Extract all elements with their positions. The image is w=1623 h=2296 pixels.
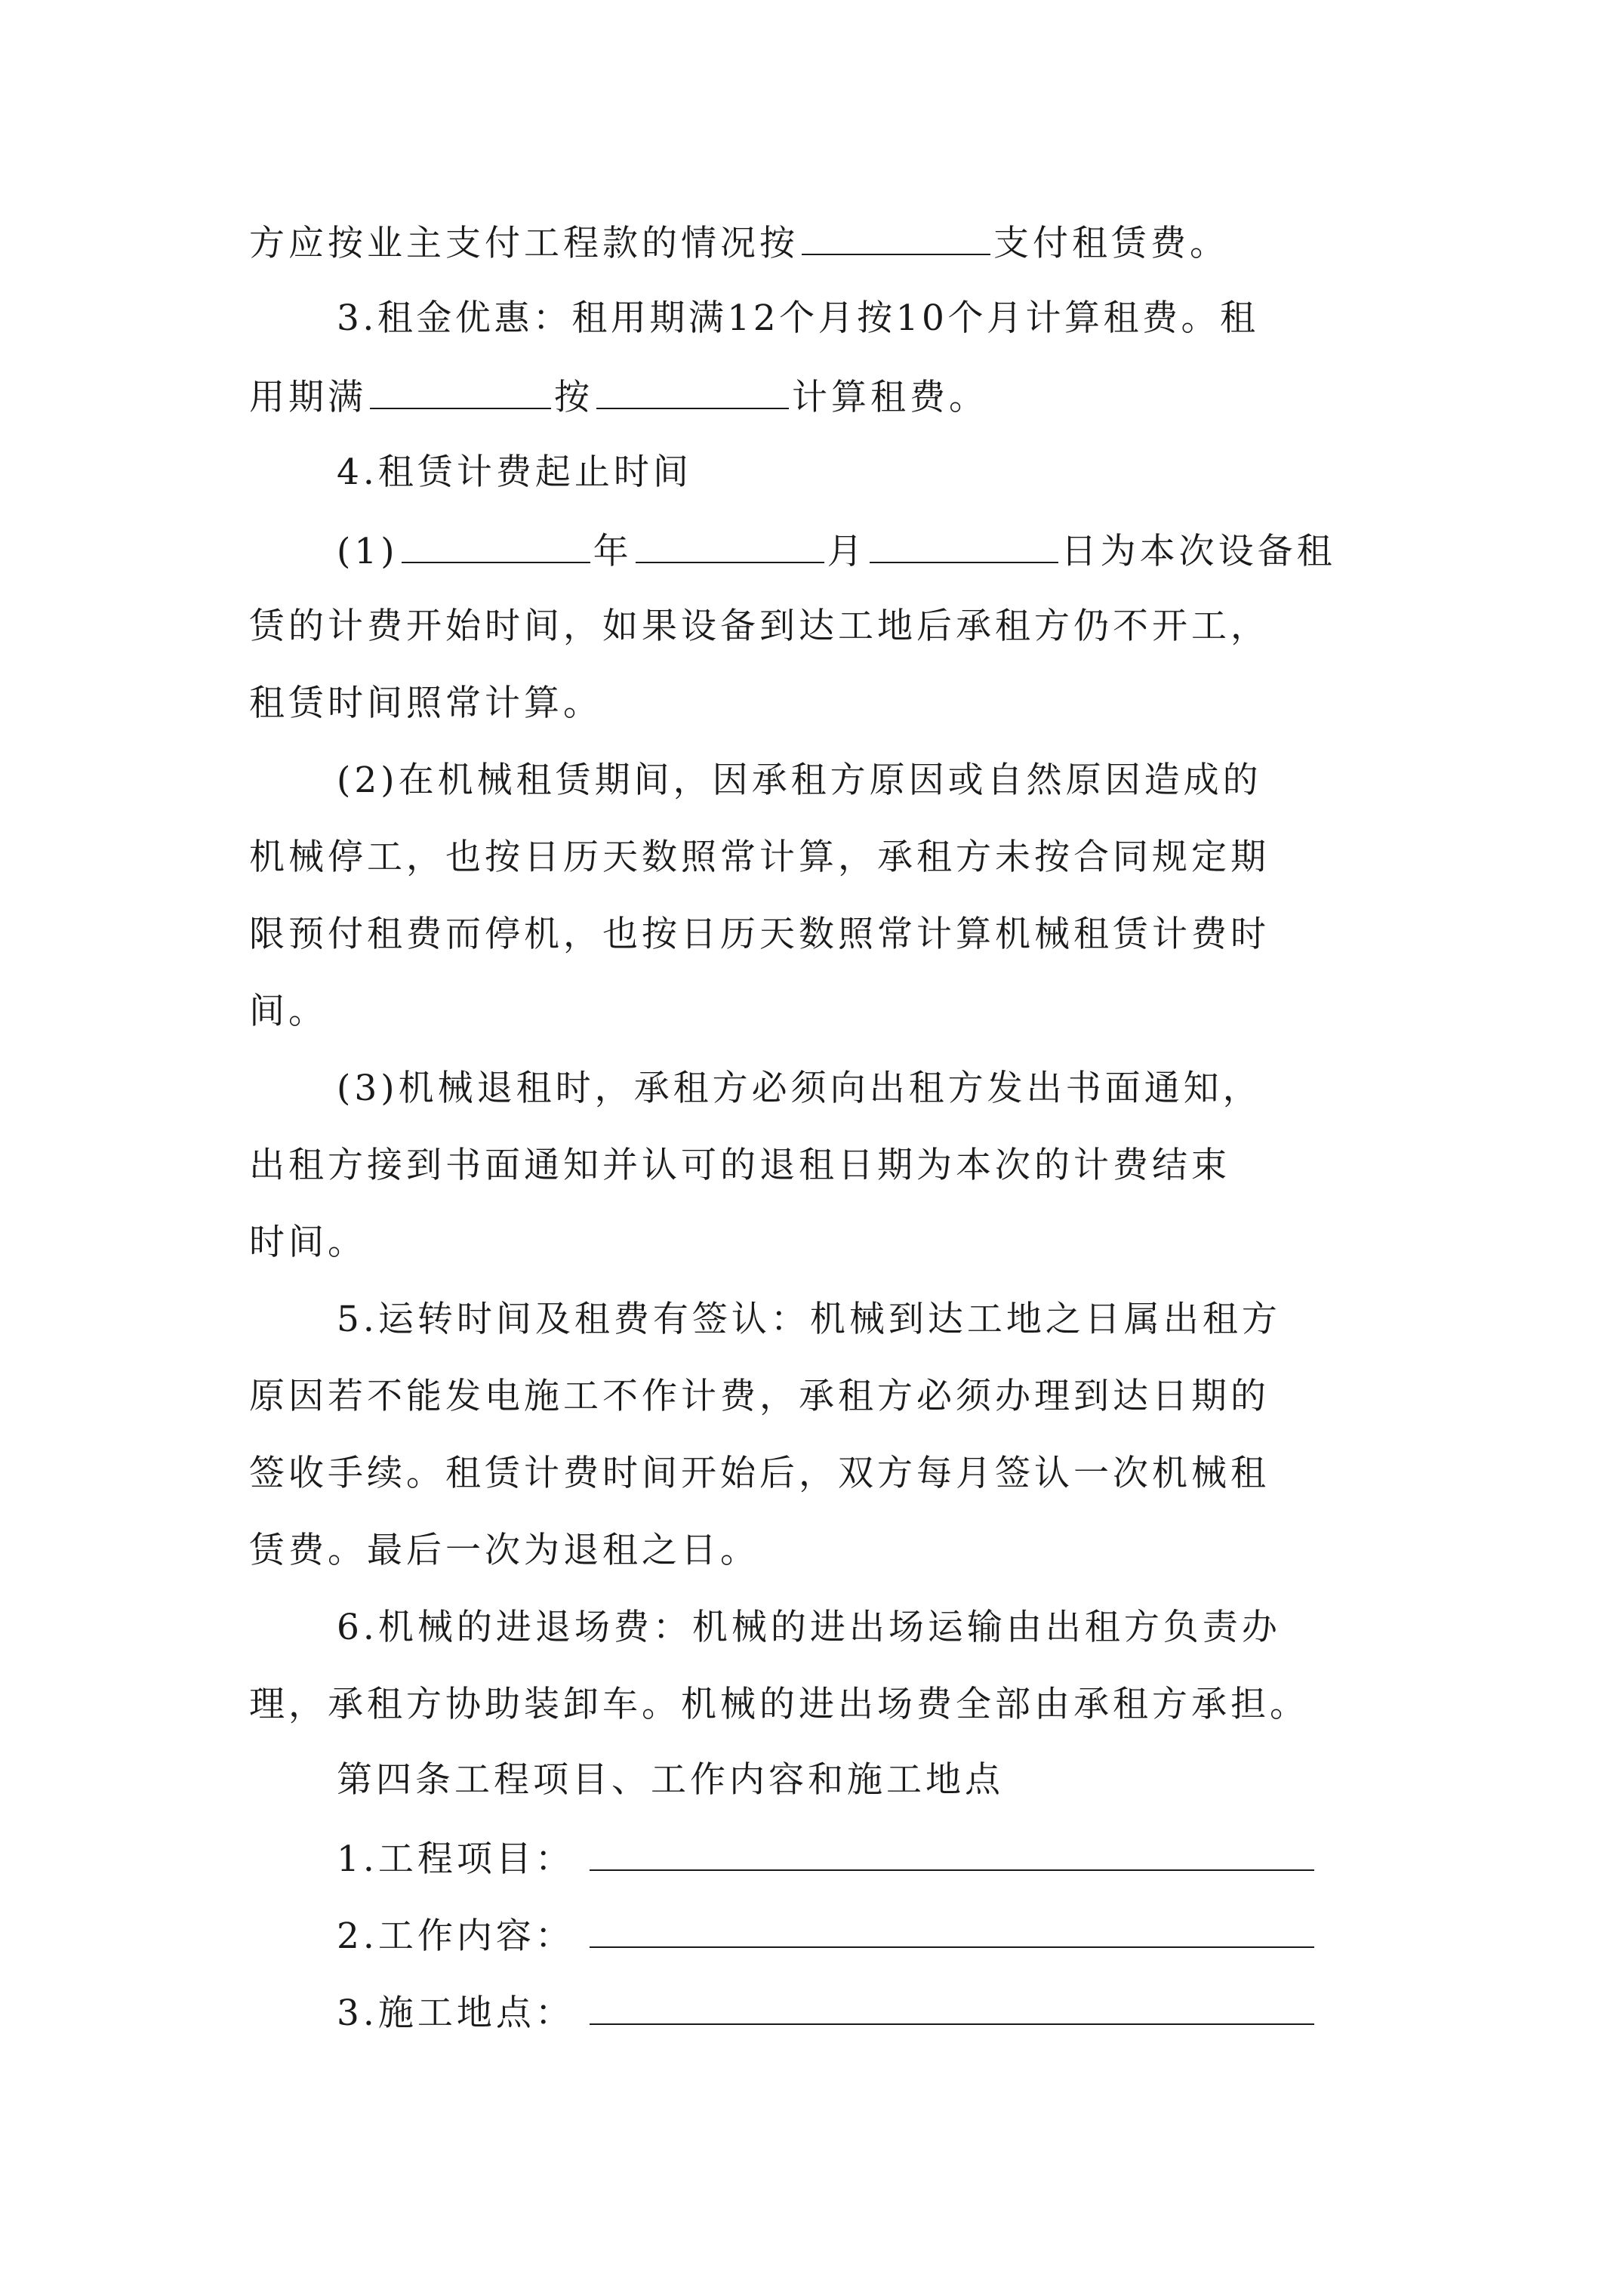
text-line-4: 4.租赁计费起止时间 <box>337 451 692 493</box>
text-segment: (1) <box>337 531 399 572</box>
field-label: 1.工程项目： <box>337 1838 574 1880</box>
text-line-7: 租赁时间照常计算。 <box>249 683 602 724</box>
fill-blank <box>402 529 590 563</box>
text-line-15: 5.运转时间及租费有签认：机械到达工地之日属出租方 <box>337 1299 1281 1340</box>
fill-blank <box>636 529 824 563</box>
field-label: 3.施工地点： <box>337 1992 574 2034</box>
text-segment: 方应按业主支付工程款的情况按 <box>249 223 799 264</box>
text-line-12: (3)机械退租时，承租方必须向出租方发出书面通知， <box>337 1068 1262 1109</box>
fill-blank <box>590 1990 1314 2025</box>
fill-blank <box>870 529 1058 563</box>
fill-blank <box>370 374 551 409</box>
text-line-2: 3.租金优惠：租用期满12个月按10个月计算租费。租 <box>337 297 1259 339</box>
section-heading: 第四条工程项目、工作内容和施工地点 <box>337 1759 1004 1801</box>
text-line-3 <box>249 374 988 420</box>
text-line-1 <box>249 220 1229 266</box>
text-line-5 <box>337 529 1336 574</box>
field-label: 2.工作内容： <box>337 1915 574 1957</box>
text-line-6: 赁的计费开始时间，如果设备到达工地后承租方仍不开工， <box>249 606 1270 647</box>
fill-blank <box>590 1836 1314 1871</box>
text-line-17: 签收手续。租赁计费时间开始后，双方每月签认一次机械租 <box>249 1453 1270 1494</box>
text-line-19: 6.机械的进退场费：机械的进出场运输由出租方负责办 <box>337 1607 1281 1648</box>
text-line-23 <box>337 1913 1317 1959</box>
text-segment: 计算租费。 <box>792 377 988 418</box>
text-segment: 日为本次设备租 <box>1061 531 1336 572</box>
text-segment: 支付租赁费。 <box>993 223 1229 264</box>
text-line-11: 间。 <box>249 991 328 1032</box>
text-line-13: 出租方接到书面通知并认可的退租日期为本次的计费结束 <box>249 1145 1230 1186</box>
text-segment: 月 <box>827 531 867 572</box>
text-line-10: 限预付租费而停机，也按日历天数照常计算机械租赁计费时 <box>249 914 1270 955</box>
text-line-20: 理，承租方协助装卸车。机械的进出场费全部由承租方承担。 <box>249 1684 1309 1725</box>
text-line-24 <box>337 1990 1317 2036</box>
text-line-18: 赁费。最后一次为退租之日。 <box>249 1530 759 1571</box>
text-segment: 按 <box>554 377 593 418</box>
text-line-9: 机械停工，也按日历天数照常计算，承租方未按合同规定期 <box>249 837 1270 878</box>
text-line-8: (2)在机械租赁期间，因承租方原因或自然原因造成的 <box>337 760 1262 801</box>
fill-blank <box>590 1913 1314 1948</box>
text-line-22 <box>337 1836 1317 1881</box>
text-segment: 年 <box>593 531 633 572</box>
text-segment: 用期满 <box>249 377 367 418</box>
fill-blank <box>802 220 990 255</box>
text-line-14: 时间。 <box>249 1222 367 1263</box>
fill-blank <box>596 374 789 409</box>
text-line-16: 原因若不能发电施工不作计费，承租方必须办理到达日期的 <box>249 1376 1270 1417</box>
